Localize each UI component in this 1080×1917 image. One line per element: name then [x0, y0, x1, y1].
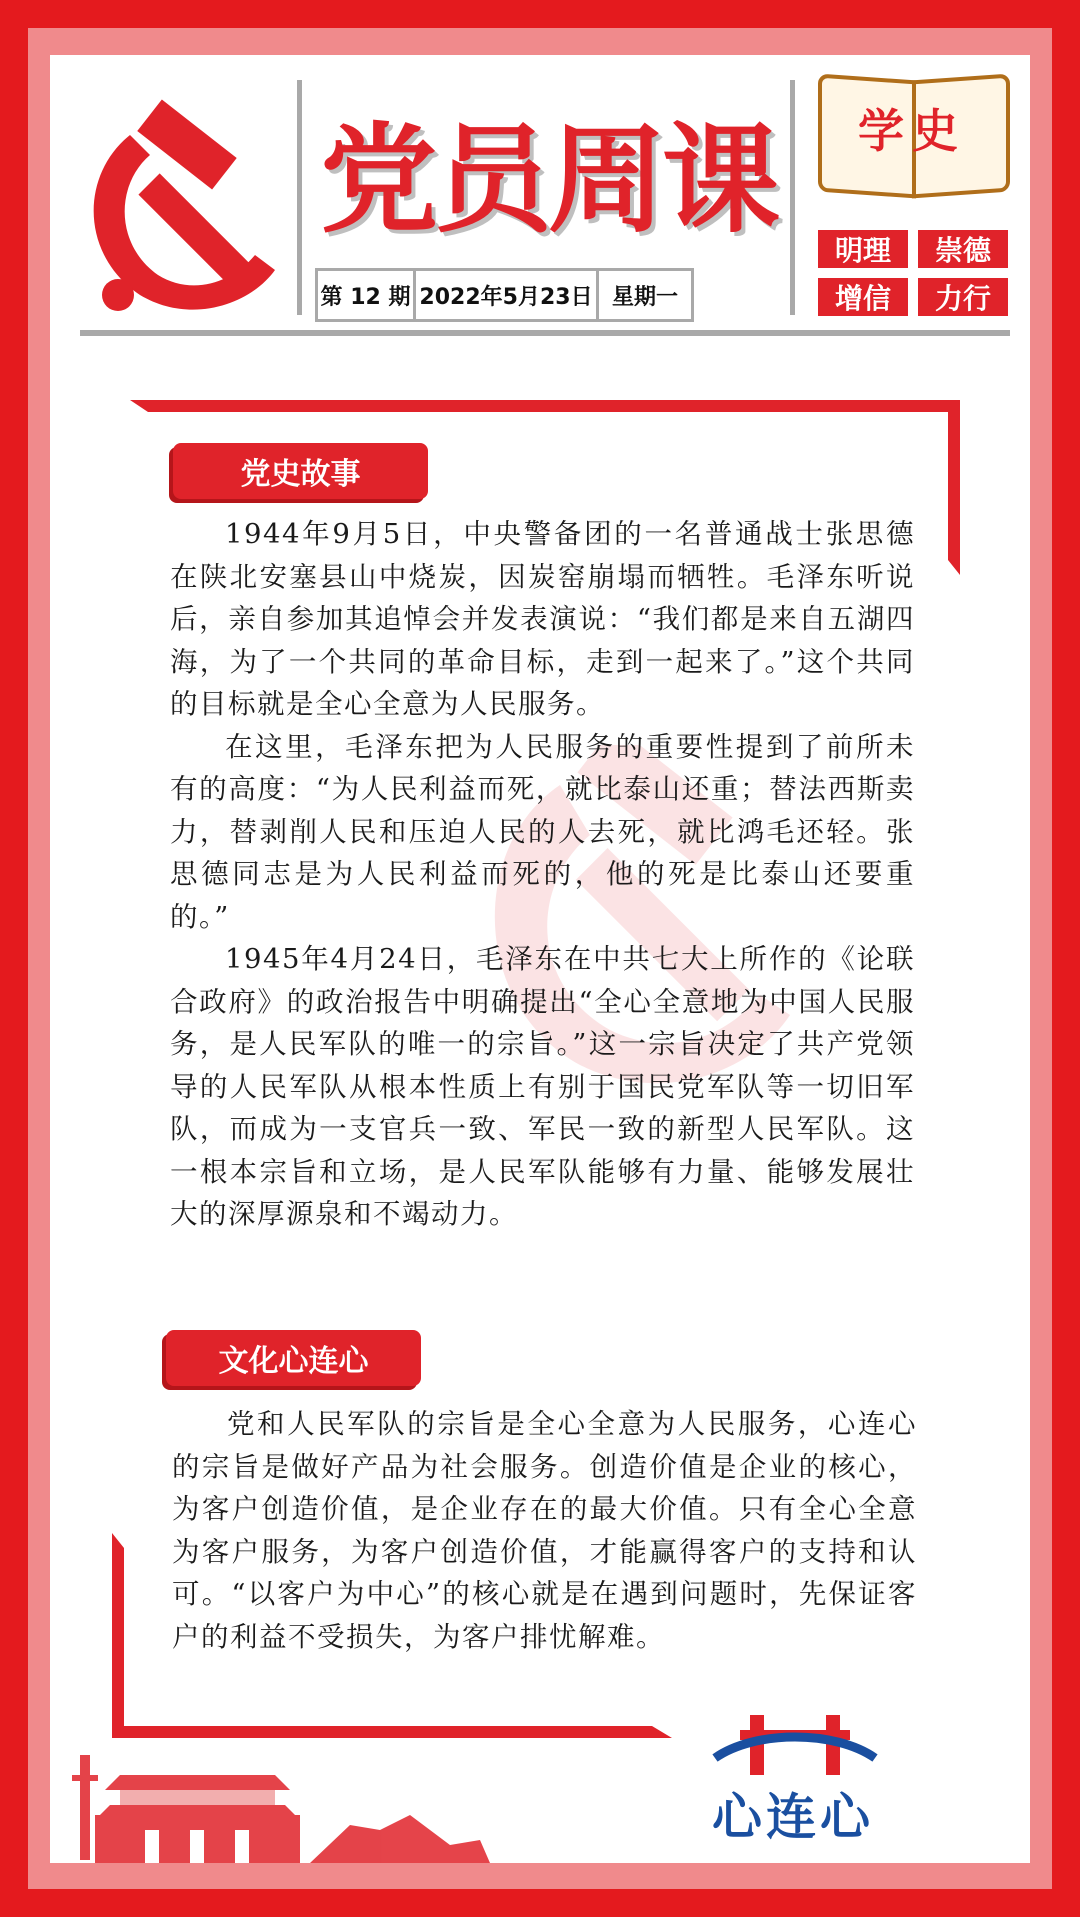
section-party-history-body — [170, 513, 915, 1236]
issue-weekday: 星期一 — [611, 284, 678, 310]
poster-paper — [50, 55, 1030, 1863]
issue-date: 2022年5月23日 — [416, 271, 599, 319]
tag-chongde: 崇德 — [918, 230, 1008, 268]
tag-zengxin: 增信 — [818, 278, 908, 316]
header-divider-left — [297, 80, 302, 315]
paragraph: 党和人民军队的宗旨是全心全意为人民服务，心连心的宗旨是做好产品为社会服务。创造价值是企业的核心，为客户创造价值，是企业存在的最大价值。只有全心全意为客户服务，为客户创造价值，才能赢得客户的支持和认可。“以客户为中心”的核心就是在遇到问题时，先保证客户的利益不受损失，为客户排忧解难。 — [172, 1408, 917, 1653]
paragraph: 在这里，毛泽东把为人民服务的重要性提到了前所未有的高度：“为人民利益而死，就比泰山还重；替法西斯卖力，替剥削人民和压迫人民的人去死，就比鸿毛还轻。张思德同志是为人民利益而死的，他的死是比泰山还要重的。” — [170, 730, 915, 933]
paragraph: 1945年4月24日，毛泽东在中共七大上所作的《论联合政府》的政治报告中明确提出“全心全意地为中国人民服务，是人民军队的唯一的宗旨。”这一宗旨决定了共产党领导的人民军队从根本性质上有别于国民党军队等一切旧军队，而成为一支官兵一致、军民一致的新型人民军队。这一根本宗旨和立场，是人民军队能够有力量、能够发展壮大的深厚源泉和不竭动力。 — [170, 943, 915, 1230]
header-bottom-rule — [80, 330, 1010, 336]
company-logo-text: 心连心 — [712, 1788, 874, 1846]
section-label-party-history: 党史故事 — [173, 443, 428, 499]
section-label-culture: 文化心连心 — [166, 1330, 421, 1386]
section-culture-body — [172, 1403, 917, 1658]
open-book-icon — [812, 67, 1012, 197]
issue-number: 第 12 期 — [318, 271, 416, 319]
tiananmen-decoration-icon — [50, 1735, 490, 1863]
page-title: 党员周课 — [320, 111, 777, 249]
issue-info-bar — [315, 268, 694, 322]
tag-mingli: 明理 — [818, 230, 908, 268]
paragraph: 1944年9月5日，中央警备团的一名普通战士张思德在陕北安塞县山中烧炭，因炭窑崩塌而牺牲。毛泽东听说后，亲自参加其追悼会并发表演说：“我们都是来自五湖四海，为了一个共同的革命目标，走到一起来了。”这个共同的目标就是全心全意为人民服务。 — [170, 518, 915, 720]
book-label: 学史 — [858, 104, 966, 158]
company-logo-icon — [695, 1710, 895, 1780]
party-emblem-icon — [70, 95, 300, 325]
tag-lixing: 力行 — [918, 278, 1008, 316]
